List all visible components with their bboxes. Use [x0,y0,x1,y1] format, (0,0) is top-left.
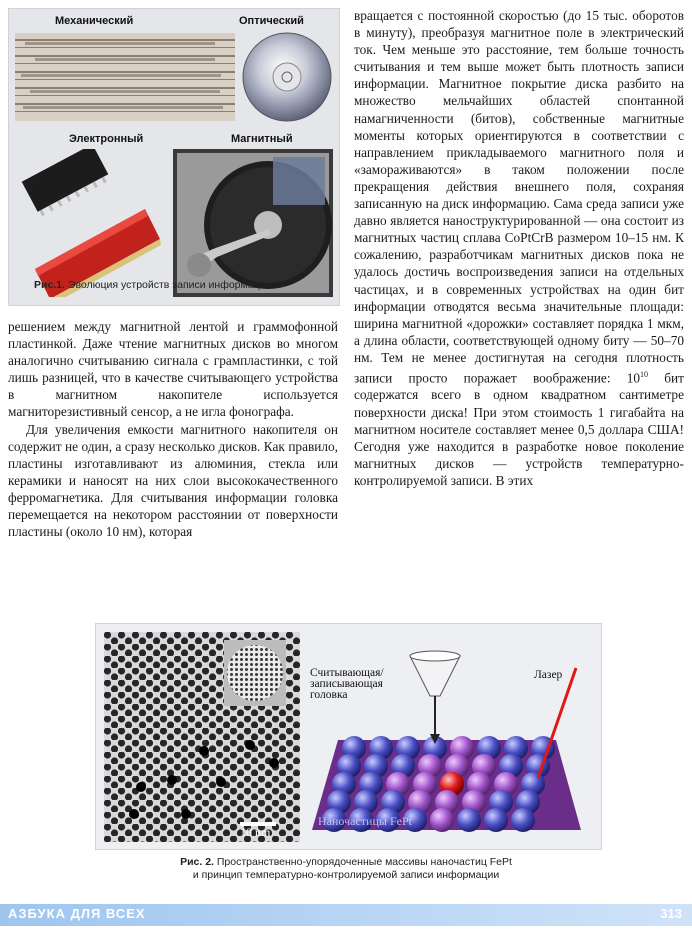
figure-2-caption-number: Рис. 2. [180,856,214,868]
right-paragraph-1 [354,7,684,489]
left-column [8,318,338,540]
figure-2 [95,623,602,850]
head-label-line-3: головка [310,689,348,701]
footer-section-title: АЗБУКА ДЛЯ ВСЕХ [8,906,146,921]
nanoparticle-sphere [511,808,535,832]
figure-1-caption-text: Эволюция устройств записи информации [64,279,272,291]
label-electronic: Электронный [69,133,144,145]
nanoparticle-sphere [484,808,508,832]
laser-label: Лазер [534,669,563,681]
scale-bar-label: 10 nm [240,825,271,839]
right-column [354,7,684,489]
figure-1-caption [34,279,271,291]
right-paragraph-1-part-b: бит содержатся всего в одном квадратном сантиметре поверхности диска! При этом стоимость 1 гигабайта на магнитном носителе составляет менее 0,5 доллара США! Сегодня уже находится в разработке новое поколение магнитных дисков — устройств температурно-контролируемой записи. В этих [354,370,684,488]
label-magnetic: Магнитный [231,133,293,145]
figure-1 [8,8,340,306]
label-optical: Оптический [239,15,304,27]
head-label-line-1: Считывающая/ [310,667,384,679]
nanoparticles-label: Наночастицы FePt [318,814,412,828]
memory-module-image [15,149,165,297]
head-label-line-2: записывающая [310,678,383,690]
nanoparticle-sphere [457,808,481,832]
figure-2-caption [0,856,692,882]
left-paragraph-1: решением между магнитной лентой и граммофонной пластинкой. Даже чтение магнитных дисков во многом аналогично считыванию сигнала с грампластинки, с той лишь разницей, что в качестве считывающего устройства в магнитном накопителе используется магниторезистивный сенсор, а не игла фонографа. [8,319,338,420]
nanoparticle-sphere [430,808,454,832]
page-number: 313 [660,906,682,921]
left-paragraph-2: Для увеличения емкости магнитного накопителя он содержит не один, а сразу несколько дисков. Как правило, пластины изготавливают из алюминия, стекла или керамики и наносят на них слои высококачественного ферромагнетика. Для считывания информации головка перемещается на некотором расстоянии от поверхности пластины (около 10 нм), которая [8,421,338,540]
figure-1-caption-number: Рис.1. [34,279,65,291]
optical-disc-image [241,31,333,123]
hard-drive-image [173,149,333,297]
label-mechanical: Механический [55,15,134,27]
right-paragraph-1-part-a: вращается с постоянной скоростью (до 15 тыс. оборотов в минуту), преобразуя магнитное поле в электрический ток. Чем меньше это расстояние, тем больше точность считывания и тем выше может быть плотность записи информации. Магнитное покрытие диска разбито на множество мельчайших областей спонтанной намагниченности (битов), собственные магнитные моменты которых ориентируются в соответствии с направлением прикладываемого магнитного поля и «замораживаются» в таком положении после прекращения действия внешнего поля, сохраняя записанную на диск информацию. Сама среда записи уже давно является наноструктурированной — она состоит из магнитных частиц сплава CoPtCrB размером 10–15 нм. К сожалению, разработчикам магнитных дисков пока не удалось достичь воспроизведения записи на отдельных частицах, и в современных устройствах на один бит информации отводятся весьма значительные площади: ширина магнитной «дорожки» составляет порядка 1 мкм, а длина области, соответствующей одному биту — 50–70 нм. Тем не менее достигнутая на сегодня плотность записи просто поражает воображение: 10 [354,8,684,386]
punched-tape-image [15,33,235,121]
tem-micrograph [104,632,300,842]
exponent: 10 [640,369,649,379]
read-write-head [410,656,460,696]
figure-2-caption-line-2: и принцип температурно-контролируемой записи информации [192,869,500,881]
figure-2-caption-line-1: Пространственно-упорядоченные массивы наночастиц FePt [213,856,512,868]
recording-diagram [306,630,596,844]
